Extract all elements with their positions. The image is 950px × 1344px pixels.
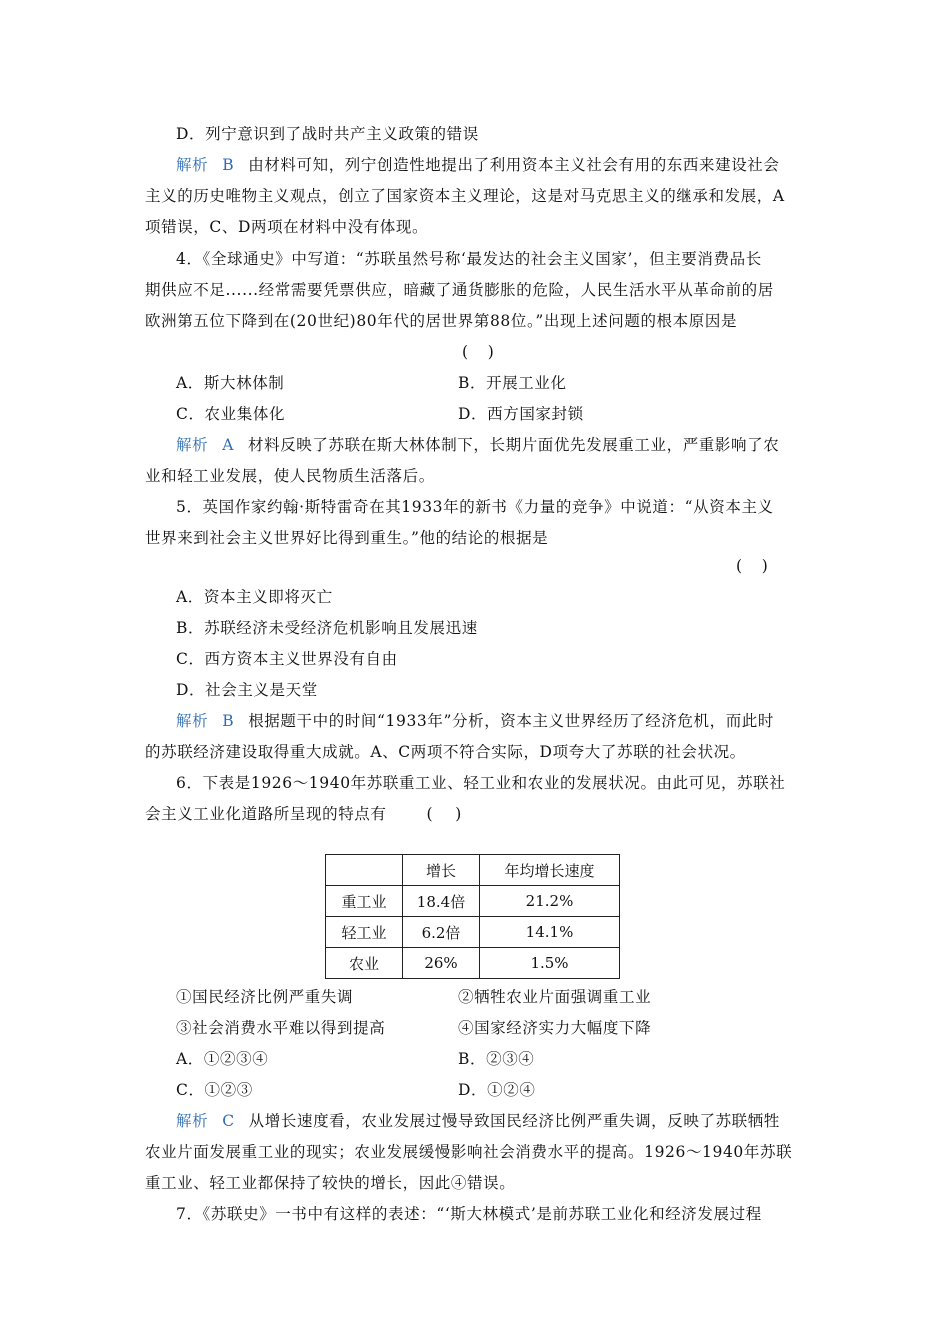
q5-analysis-line2: 的苏联经济建设取得重大成就。A、C两项不符合实际，D项夸大了苏联的社会状况。 <box>145 743 746 761</box>
q5-option-a: A．资本主义即将灭亡 <box>176 588 333 606</box>
q5-option-c: C．西方资本主义世界没有自由 <box>176 650 398 668</box>
analysis-label: 解析 <box>176 156 209 174</box>
q4-analysis-line2: 业和轻工业发展，使人民物质生活落后。 <box>145 467 435 485</box>
q5-analysis-line1 <box>176 710 774 732</box>
q4-stem-line3: 欧洲第五位下降到在(20世纪)80年代的居世界第88位。”出现上述问题的根本原因是 <box>145 312 738 330</box>
q4-option-d: D．西方国家封锁 <box>458 405 584 423</box>
table-cell: 18.4倍 <box>403 886 480 917</box>
table-row <box>326 886 620 917</box>
q4-analysis-line1 <box>176 434 779 456</box>
q6-analysis-line2: 农业片面发展重工业的现实；农业发展缓慢影响社会消费水平的提高。1926～1940年苏联 <box>145 1143 793 1161</box>
table-cell: 14.1% <box>480 917 620 948</box>
q5-analysis-text1: 根据题干中的时间“1933年”分析，资本主义世界经历了经济危机，而此时 <box>248 712 774 730</box>
table-cell: 26% <box>403 948 480 979</box>
analysis-label: 解析 <box>176 436 209 454</box>
q3-analysis-text1: 由材料可知，列宁创造性地提出了利用资本主义社会有用的东西来建设社会 <box>248 156 780 174</box>
q4-answer-blank: ( ) <box>462 343 494 361</box>
q6-stem-text2: 会主义工业化道路所呈现的特点有 <box>145 805 387 823</box>
q4-stem-line2: 期供应不足......经常需要凭票供应，暗藏了通货膨胀的危险，人民生活水平从革命前的居 <box>145 281 774 299</box>
q6-stem-line2 <box>145 803 462 825</box>
q6-analysis-text1: 从增长速度看，农业发展过慢导致国民经济比例严重失调，反映了苏联牺牲 <box>248 1112 780 1130</box>
q6-data-table <box>325 854 620 979</box>
q6-answer-blank: ( ) <box>426 805 462 823</box>
table-cell: 轻工业 <box>326 917 403 948</box>
table-header-row <box>326 855 620 886</box>
table-header-cell: 增长 <box>403 855 480 886</box>
table-cell: 21.2% <box>480 886 620 917</box>
q3-option-d: D．列宁意识到了战时共产主义政策的错误 <box>176 125 479 143</box>
q5-stem-line1: 5．英国作家约翰·斯特雷奇在其1933年的新书《力量的竞争》中说道：“从资本主义 <box>176 498 774 516</box>
q3-analysis-line2: 主义的历史唯物主义观点，创立了国家资本主义理论，这是对马克思主义的继承和发展，A <box>145 187 785 205</box>
q5-answer-blank: ( ) <box>736 557 768 575</box>
analysis-label: 解析 <box>176 712 209 730</box>
q4-answer: A <box>222 436 234 454</box>
q6-option-a: A．①②③④ <box>176 1050 269 1068</box>
table-cell: 6.2倍 <box>403 917 480 948</box>
q4-option-c: C．农业集体化 <box>176 405 286 423</box>
q4-option-b: B．开展工业化 <box>458 374 567 392</box>
table-cell: 农业 <box>326 948 403 979</box>
table-cell: 重工业 <box>326 886 403 917</box>
table-cell: 1.5% <box>480 948 620 979</box>
q6-item-3: ③社会消费水平难以得到提高 <box>176 1019 386 1037</box>
q4-option-a: A．斯大林体制 <box>176 374 285 392</box>
q6-item-1: ①国民经济比例严重失调 <box>176 988 354 1006</box>
q6-option-b: B．②③④ <box>458 1050 535 1068</box>
table-header-cell <box>326 855 403 886</box>
q6-answer: C <box>222 1112 235 1130</box>
q4-stem-line1: 4．《全球通史》中写道：“苏联虽然号称‘最发达的社会主义国家’，但主要消费品长 <box>176 250 762 268</box>
q7-stem-line1: 7．《苏联史》一书中有这样的表述：“‘斯大林模式’是前苏联工业化和经济发展过程 <box>176 1205 762 1223</box>
q3-analysis-line1 <box>176 154 780 176</box>
q6-item-4: ④国家经济实力大幅度下降 <box>458 1019 652 1037</box>
table-row <box>326 917 620 948</box>
q6-option-c: C．①②③ <box>176 1081 253 1099</box>
q5-option-d: D．社会主义是天堂 <box>176 681 318 699</box>
q5-option-b: B．苏联经济未受经济危机影响且发展迅速 <box>176 619 478 637</box>
q6-analysis-line3: 重工业、轻工业都保持了较快的增长，因此④错误。 <box>145 1174 516 1192</box>
table-row <box>326 948 620 979</box>
q6-stem-line1: 6．下表是1926～1940年苏联重工业、轻工业和农业的发展状况。由此可见，苏联社 <box>176 774 786 792</box>
q5-answer: B <box>222 712 235 730</box>
q3-analysis-line3: 项错误，C、D两项在材料中没有体现。 <box>145 218 429 236</box>
table-header-cell: 年均增长速度 <box>480 855 620 886</box>
analysis-label: 解析 <box>176 1112 209 1130</box>
q6-option-d: D．①②④ <box>458 1081 536 1099</box>
q6-item-2: ②牺牲农业片面强调重工业 <box>458 988 652 1006</box>
q3-answer: B <box>222 156 235 174</box>
q6-analysis-line1 <box>176 1110 780 1132</box>
q5-stem-line2: 世界来到社会主义世界好比得到重生。”他的结论的根据是 <box>145 529 549 547</box>
q4-analysis-text1: 材料反映了苏联在斯大林体制下，长期片面优先发展重工业，严重影响了农 <box>248 436 780 454</box>
